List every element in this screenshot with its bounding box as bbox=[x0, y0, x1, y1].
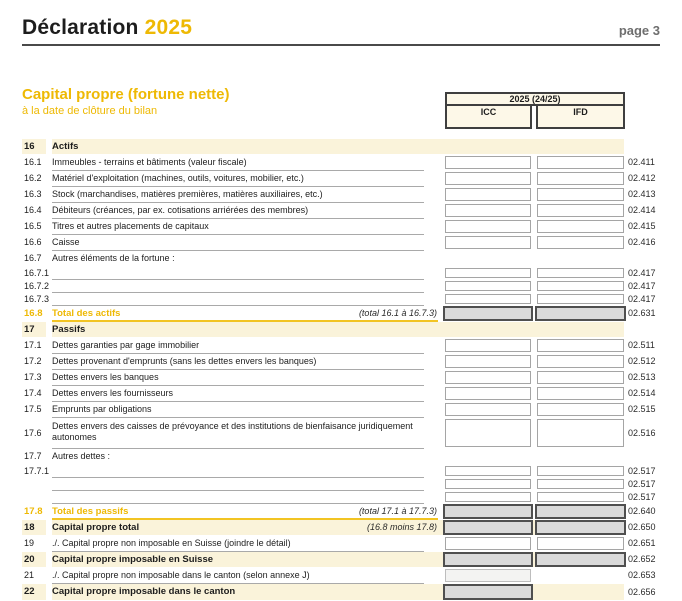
field-code-ref: 02.517 bbox=[628, 479, 656, 489]
row-label: Immeubles - terrains et bâtiments (valeur fiscale) bbox=[52, 155, 424, 171]
row-number: 16.8 bbox=[24, 308, 43, 319]
icc-amount-input[interactable] bbox=[445, 479, 531, 489]
icc-amount-input[interactable] bbox=[445, 419, 531, 447]
row-formula-note: (16.8 moins 17.8) bbox=[366, 522, 437, 532]
field-code-ref: 02.652 bbox=[628, 554, 656, 564]
row-number: 20 bbox=[24, 554, 35, 565]
ifd-computed-total-box bbox=[535, 504, 626, 519]
ifd-amount-input[interactable] bbox=[537, 172, 624, 185]
form-row bbox=[0, 370, 682, 386]
field-code-ref: 02.516 bbox=[628, 428, 656, 438]
form-row bbox=[0, 552, 682, 568]
form-row bbox=[0, 267, 682, 280]
icc-amount-input[interactable] bbox=[445, 268, 531, 278]
row-label: Autres éléments de la fortune : bbox=[52, 253, 175, 263]
field-code-ref: 02.631 bbox=[628, 308, 656, 318]
row-number: 16.7.1 bbox=[24, 268, 50, 278]
row-label bbox=[52, 267, 424, 280]
year-columns-header bbox=[445, 92, 625, 129]
row-label: Total des actifs bbox=[52, 306, 438, 322]
field-code-ref: 02.417 bbox=[628, 281, 656, 291]
icc-amount-input[interactable] bbox=[445, 466, 531, 476]
column-header-icc: ICC bbox=[445, 106, 532, 129]
row-label: Total des passifs bbox=[52, 504, 438, 520]
field-code-ref: 02.512 bbox=[628, 356, 656, 366]
field-code-ref: 02.517 bbox=[628, 466, 656, 476]
ifd-computed-total-box bbox=[535, 552, 626, 567]
row-number: 16.4 bbox=[24, 205, 42, 215]
ifd-amount-input[interactable] bbox=[537, 156, 624, 169]
row-number: 16.7.3 bbox=[24, 294, 50, 304]
ifd-amount-input[interactable] bbox=[537, 492, 624, 502]
field-code-ref: 02.411 bbox=[628, 157, 655, 167]
row-label: Dettes provenant d'emprunts (sans les dettes envers les banques) bbox=[52, 354, 424, 370]
field-code-ref: 02.511 bbox=[628, 340, 655, 350]
field-code-ref: 02.514 bbox=[628, 388, 656, 398]
document-title bbox=[22, 16, 192, 40]
row-label: Dettes envers les banques bbox=[52, 370, 424, 386]
row-number: 22 bbox=[24, 586, 35, 597]
row-label: Passifs bbox=[52, 324, 86, 335]
row-label bbox=[52, 280, 424, 293]
ifd-amount-input[interactable] bbox=[537, 403, 624, 416]
form-row bbox=[0, 219, 682, 235]
row-label: Autres dettes : bbox=[52, 451, 111, 461]
ifd-amount-input[interactable] bbox=[537, 220, 624, 233]
row-label: Caisse bbox=[52, 235, 424, 251]
row-formula-note: (total 17.1 à 17.7.3) bbox=[358, 506, 437, 516]
icc-computed-total-box bbox=[443, 520, 533, 535]
field-code-ref: 02.650 bbox=[628, 522, 656, 532]
icc-computed-total-box bbox=[443, 584, 533, 600]
icc-amount-input[interactable] bbox=[445, 537, 531, 550]
form-row bbox=[0, 354, 682, 370]
page-number: page 3 bbox=[618, 23, 660, 38]
ifd-computed-total-box bbox=[535, 306, 626, 321]
form-row bbox=[0, 568, 682, 584]
row-number: 17.7 bbox=[24, 451, 42, 461]
column-header-ifd: IFD bbox=[536, 106, 625, 129]
field-code-ref: 02.515 bbox=[628, 404, 656, 414]
form-row bbox=[0, 171, 682, 187]
ifd-computed-total-box bbox=[535, 520, 626, 535]
ifd-amount-input[interactable] bbox=[537, 339, 624, 352]
row-number: 16.1 bbox=[24, 157, 42, 167]
row-label: Titres et autres placements de capitaux bbox=[52, 219, 424, 235]
form-row bbox=[0, 293, 682, 306]
row-number: 19 bbox=[24, 538, 35, 548]
row-number: 16.2 bbox=[24, 173, 42, 183]
field-code-ref: 02.414 bbox=[628, 205, 656, 215]
ifd-amount-input[interactable] bbox=[537, 387, 624, 400]
row-label bbox=[52, 293, 424, 306]
form-row bbox=[0, 251, 682, 267]
icc-amount-input[interactable] bbox=[445, 156, 531, 169]
field-code-ref: 02.413 bbox=[628, 189, 656, 199]
ifd-amount-input[interactable] bbox=[537, 355, 624, 368]
form-row bbox=[0, 520, 682, 536]
icc-amount-input[interactable] bbox=[445, 281, 531, 291]
field-code-ref: 02.416 bbox=[628, 237, 656, 247]
row-number: 21 bbox=[24, 570, 35, 580]
icc-amount-input[interactable] bbox=[445, 569, 531, 582]
ifd-amount-input[interactable] bbox=[537, 371, 624, 384]
form-row bbox=[0, 465, 682, 478]
row-label: Dettes envers les fournisseurs bbox=[52, 386, 424, 402]
ifd-amount-input[interactable] bbox=[537, 281, 624, 291]
icc-computed-total-box bbox=[443, 552, 533, 567]
row-label: ./. Capital propre non imposable dans le canton (selon annexe J) bbox=[52, 568, 424, 584]
row-number: 17.8 bbox=[24, 506, 43, 517]
icc-amount-input[interactable] bbox=[445, 204, 531, 217]
field-code-ref: 02.656 bbox=[628, 587, 656, 597]
icc-amount-input[interactable] bbox=[445, 188, 531, 201]
document-title-year: 2025 bbox=[144, 16, 193, 39]
form-row bbox=[0, 536, 682, 552]
document-title-text: Déclaration bbox=[22, 16, 139, 39]
form-row bbox=[0, 139, 682, 155]
ifd-amount-input[interactable] bbox=[537, 537, 624, 550]
row-number: 16.7 bbox=[24, 253, 42, 263]
form-row bbox=[0, 418, 682, 449]
form-row bbox=[0, 338, 682, 354]
row-formula-note: (total 16.1 à 16.7.3) bbox=[358, 308, 437, 318]
icc-amount-input[interactable] bbox=[445, 294, 531, 304]
icc-amount-input[interactable] bbox=[445, 220, 531, 233]
icc-amount-input[interactable] bbox=[445, 403, 531, 416]
row-number: 17.1 bbox=[24, 340, 42, 350]
row-number: 18 bbox=[24, 522, 35, 533]
field-code-ref: 02.412 bbox=[628, 173, 656, 183]
ifd-amount-input[interactable] bbox=[537, 479, 624, 489]
form-rows bbox=[0, 139, 682, 601]
row-label: Capital propre imposable dans le canton bbox=[52, 586, 236, 597]
form-row bbox=[0, 280, 682, 293]
field-code-ref: 02.417 bbox=[628, 268, 656, 278]
ifd-amount-input[interactable] bbox=[537, 294, 624, 304]
row-label: Capital propre imposable en Suisse bbox=[52, 554, 214, 565]
row-number: 17.6 bbox=[24, 428, 42, 438]
row-number: 16.3 bbox=[24, 189, 42, 199]
field-code-ref: 02.651 bbox=[628, 538, 656, 548]
ifd-amount-input[interactable] bbox=[537, 419, 624, 447]
row-label bbox=[52, 491, 424, 504]
field-code-ref: 02.415 bbox=[628, 221, 656, 231]
row-label: Dettes envers des caisses de prévoyance et des institutions de bienfaisance juridiquement autonomes bbox=[52, 418, 424, 449]
form-row bbox=[0, 203, 682, 219]
icc-computed-total-box bbox=[443, 504, 533, 519]
row-label: ./. Capital propre non imposable en Suisse (joindre le détail) bbox=[52, 536, 424, 552]
header-divider bbox=[22, 44, 660, 46]
form-row bbox=[0, 402, 682, 418]
icc-computed-total-box bbox=[443, 306, 533, 321]
row-number: 16 bbox=[24, 141, 35, 152]
form-row bbox=[0, 187, 682, 203]
row-number: 17.3 bbox=[24, 372, 42, 382]
field-code-ref: 02.640 bbox=[628, 506, 656, 516]
tax-year-header: 2025 (24/25) bbox=[445, 92, 625, 106]
row-number: 16.6 bbox=[24, 237, 42, 247]
form-row bbox=[0, 322, 682, 338]
ifd-amount-input[interactable] bbox=[537, 204, 624, 217]
field-code-ref: 02.417 bbox=[628, 294, 656, 304]
icc-amount-input[interactable] bbox=[445, 387, 531, 400]
ifd-amount-input[interactable] bbox=[537, 188, 624, 201]
field-code-ref: 02.653 bbox=[628, 570, 656, 580]
form-row bbox=[0, 491, 682, 504]
row-label: Stock (marchandises, matières premières, matières auxiliaires, etc.) bbox=[52, 187, 424, 203]
icc-amount-input[interactable] bbox=[445, 172, 531, 185]
row-label: Capital propre total bbox=[52, 522, 140, 533]
form-row bbox=[0, 584, 682, 601]
icc-amount-input[interactable] bbox=[445, 371, 531, 384]
tax-columns bbox=[445, 106, 625, 129]
icc-amount-input[interactable] bbox=[445, 492, 531, 502]
row-label bbox=[52, 465, 424, 478]
row-number: 16.5 bbox=[24, 221, 42, 231]
section-title: Capital propre (fortune nette) bbox=[22, 86, 230, 103]
row-number: 17.5 bbox=[24, 404, 42, 414]
row-number: 16.7.2 bbox=[24, 281, 50, 291]
form-row bbox=[0, 386, 682, 402]
form-row bbox=[0, 235, 682, 251]
row-number: 17.2 bbox=[24, 356, 42, 366]
icc-amount-input[interactable] bbox=[445, 236, 531, 249]
row-number: 17 bbox=[24, 324, 35, 335]
form-row bbox=[0, 306, 682, 322]
form-row bbox=[0, 504, 682, 520]
row-label: Débiteurs (créances, par ex. cotisations arriérées des membres) bbox=[52, 203, 424, 219]
icc-amount-input[interactable] bbox=[445, 339, 531, 352]
row-number: 17.7.1 bbox=[24, 466, 50, 476]
ifd-amount-input[interactable] bbox=[537, 268, 624, 278]
form-row bbox=[0, 449, 682, 465]
section-subtitle: à la date de clôture du bilan bbox=[22, 105, 158, 117]
icc-amount-input[interactable] bbox=[445, 355, 531, 368]
ifd-amount-input[interactable] bbox=[537, 466, 624, 476]
row-label bbox=[52, 478, 424, 491]
field-code-ref: 02.517 bbox=[628, 492, 656, 502]
ifd-amount-input[interactable] bbox=[537, 236, 624, 249]
form-row bbox=[0, 478, 682, 491]
row-label: Matériel d'exploitation (machines, outils, voitures, mobilier, etc.) bbox=[52, 171, 424, 187]
field-code-ref: 02.513 bbox=[628, 372, 656, 382]
row-label: Actifs bbox=[52, 141, 79, 152]
form-row bbox=[0, 155, 682, 171]
row-label: Dettes garanties par gage immobilier bbox=[52, 338, 424, 354]
row-label: Emprunts par obligations bbox=[52, 402, 424, 418]
row-number: 17.4 bbox=[24, 388, 42, 398]
